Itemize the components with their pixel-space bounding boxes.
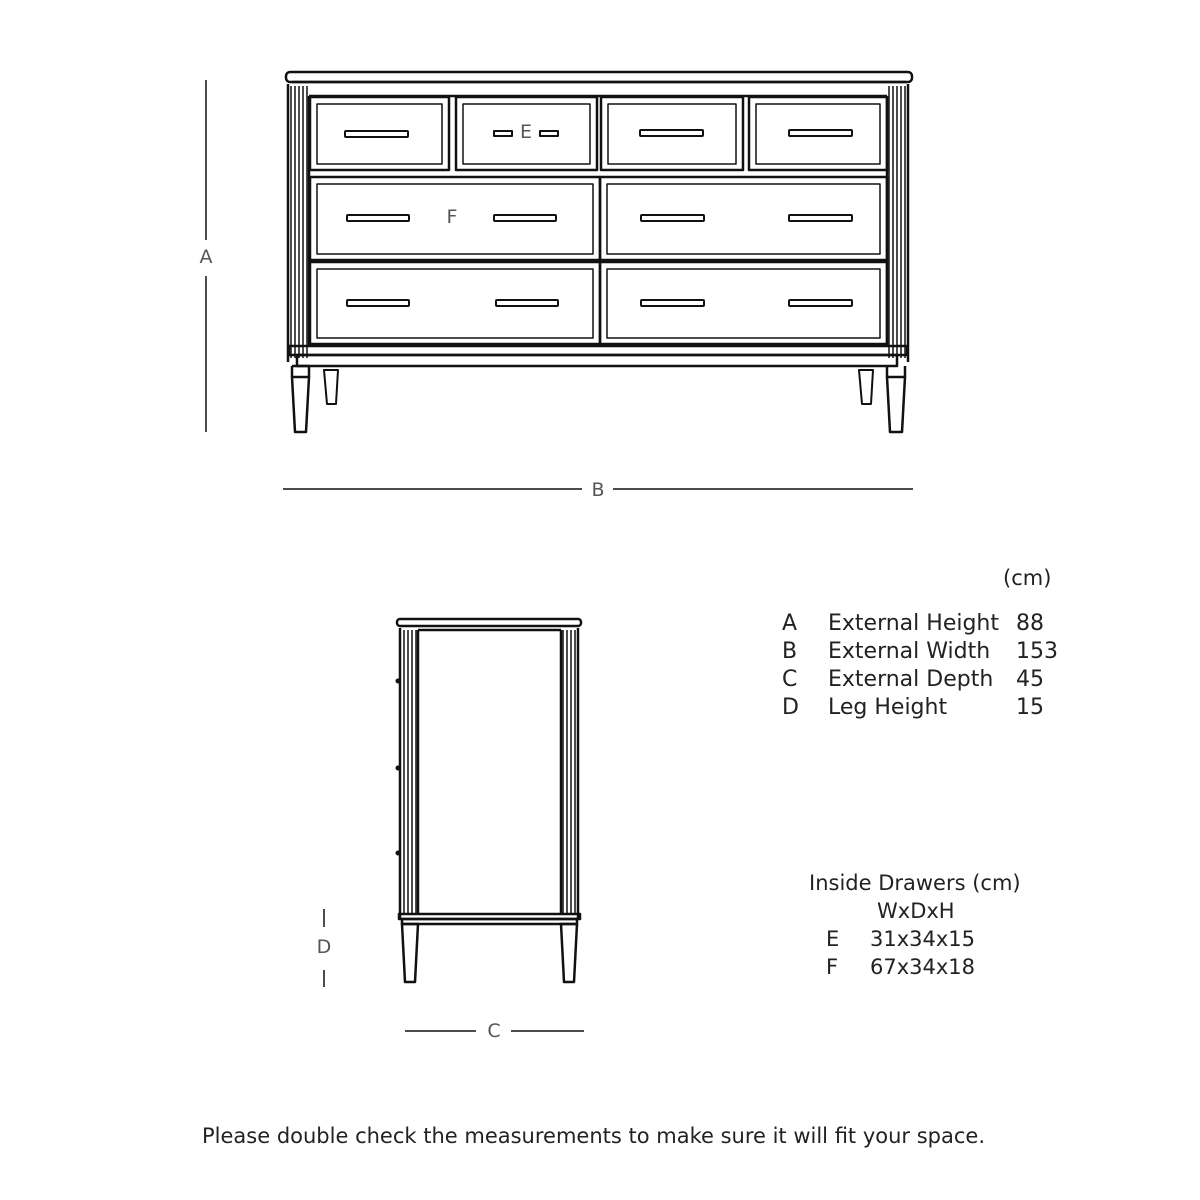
side-leg-back xyxy=(561,924,577,982)
spec-code: C xyxy=(782,667,798,692)
spec-value: 15 xyxy=(1016,695,1044,720)
spec-code: A xyxy=(782,611,798,636)
front-handles xyxy=(345,130,852,306)
spec-name: External Depth xyxy=(828,667,994,692)
dim-a-label: A xyxy=(199,246,213,268)
drawer-e-label: E xyxy=(519,121,532,143)
spec-name: External Width xyxy=(828,639,991,664)
front-leg-left xyxy=(292,377,309,432)
inside-value: 31x34x15 xyxy=(870,927,976,951)
spec-name: External Height xyxy=(828,611,999,636)
back-leg-left xyxy=(324,370,338,404)
front-leg-right xyxy=(887,377,905,432)
drawer-f-3 xyxy=(310,262,600,344)
spec-name: Leg Height xyxy=(828,695,948,720)
drawer-e-3 xyxy=(601,97,743,170)
drawer-e-1 xyxy=(310,97,449,170)
inside-code: E xyxy=(826,927,840,951)
side-view xyxy=(396,619,582,982)
front-top-board xyxy=(286,72,912,82)
drawer-f-2 xyxy=(600,177,887,260)
measurement-note: Please double check the measurements to make sure it will fit your space. xyxy=(202,1124,986,1148)
inside-value: 67x34x18 xyxy=(870,955,976,979)
side-top-board xyxy=(397,619,581,626)
front-view xyxy=(286,72,912,432)
inside-drawers-title: Inside Drawers (cm) xyxy=(809,871,1021,895)
dim-d-label: D xyxy=(316,936,332,958)
spec-code: D xyxy=(782,695,799,720)
inside-code: F xyxy=(826,955,839,979)
front-right-post xyxy=(889,86,905,358)
spec-code: B xyxy=(782,639,798,664)
drawer-f-4 xyxy=(600,262,887,344)
dimension-lines xyxy=(206,80,913,1031)
back-leg-right xyxy=(859,370,873,404)
dim-b-label: B xyxy=(591,479,605,501)
dim-c-label: C xyxy=(487,1020,501,1042)
spec-value: 45 xyxy=(1016,667,1044,692)
inside-drawers-format: WxDxH xyxy=(877,899,955,923)
drawer-e-4 xyxy=(749,97,887,170)
drawer-f-label: F xyxy=(446,206,458,228)
spec-value: 88 xyxy=(1016,611,1044,636)
spec-value: 153 xyxy=(1016,639,1058,664)
front-left-post xyxy=(291,86,307,358)
side-leg-front xyxy=(402,924,418,982)
unit-label: (cm) xyxy=(1003,566,1052,590)
